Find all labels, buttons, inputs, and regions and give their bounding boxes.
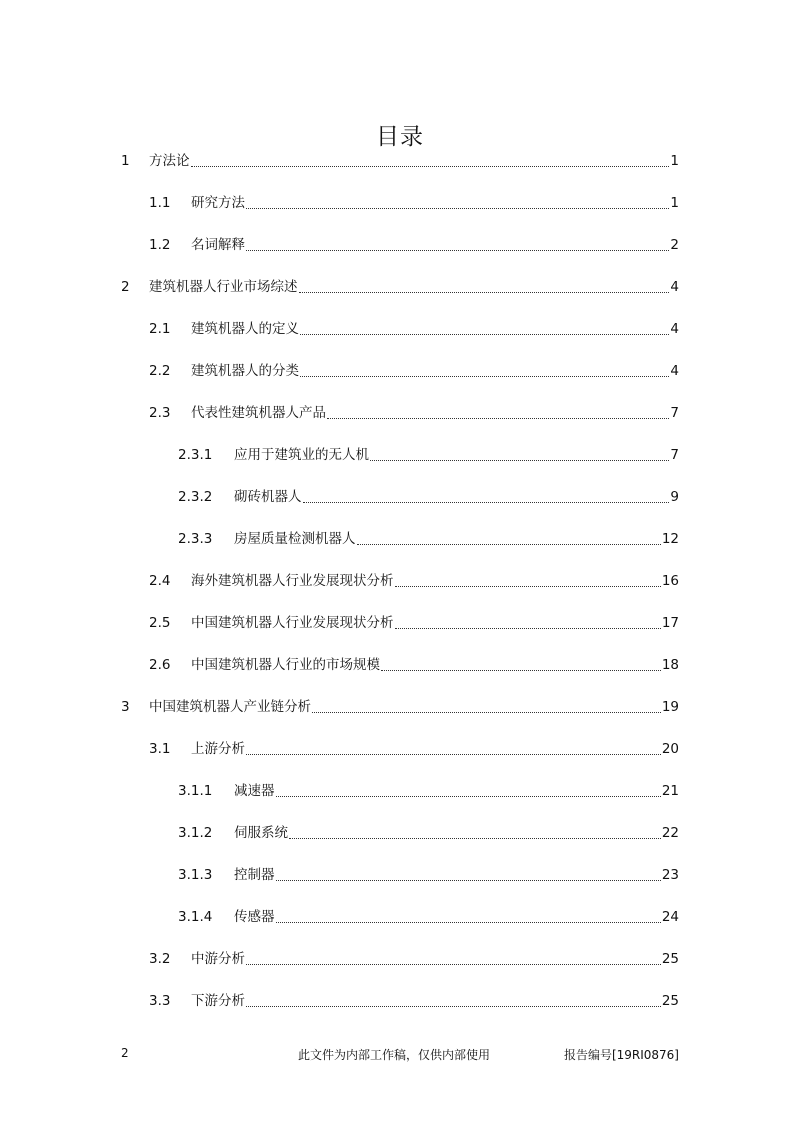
toc-entry-number: 2.3	[149, 405, 171, 421]
toc-entry-page: 25	[661, 951, 679, 967]
toc-dot-leader	[312, 711, 661, 713]
toc-entry[interactable]	[149, 182, 679, 224]
toc-entry-number: 2.6	[149, 657, 171, 673]
toc-dot-leader	[299, 291, 670, 293]
toc-entry[interactable]	[149, 392, 679, 434]
footer-confidentiality-notice: 此文件为内部工作稿，仅供内部使用	[298, 1048, 491, 1062]
toc-dot-leader	[303, 501, 670, 503]
toc-entry-label: 上游分析	[191, 741, 245, 757]
toc-entry-label: 方法论	[149, 153, 190, 169]
toc-entry-label: 中国建筑机器人行业发展现状分析	[191, 615, 394, 631]
toc-entry-page: 4	[670, 279, 679, 295]
toc-entry[interactable]	[149, 644, 679, 686]
toc-entry[interactable]	[149, 728, 679, 770]
toc-entry-number: 2.4	[149, 573, 171, 589]
toc-entry-page: 2	[670, 237, 679, 253]
toc-entry-page: 19	[661, 699, 679, 715]
toc-entry-number: 3.1.2	[178, 825, 213, 841]
toc-entry-label: 建筑机器人行业市场综述	[149, 279, 298, 295]
toc-entry[interactable]	[178, 854, 679, 896]
toc-entry-label: 下游分析	[191, 993, 245, 1009]
toc-dot-leader	[246, 207, 669, 209]
toc-entry-label: 传感器	[234, 909, 275, 925]
toc-entry-label: 名词解释	[191, 237, 245, 253]
toc-entry[interactable]	[121, 140, 679, 182]
toc-entry-page: 22	[661, 825, 679, 841]
toc-entry-number: 2.3.3	[178, 531, 213, 547]
toc-entry-label: 中国建筑机器人行业的市场规模	[191, 657, 380, 673]
toc-dot-leader	[276, 921, 661, 923]
toc-entry-number: 1	[121, 153, 130, 169]
toc-dot-leader	[381, 669, 661, 671]
toc-entry[interactable]	[178, 434, 679, 476]
toc-entry-number: 2	[121, 279, 130, 295]
toc-entry-label: 减速器	[234, 783, 275, 799]
toc-dot-leader	[370, 459, 669, 461]
toc-dot-leader	[246, 753, 661, 755]
toc-dot-leader	[276, 879, 661, 881]
toc-entry-number: 3.2	[149, 951, 171, 967]
toc-entry-label: 应用于建筑业的无人机	[234, 447, 369, 463]
toc-entry-page: 4	[670, 363, 679, 379]
toc-entry[interactable]	[149, 350, 679, 392]
toc-entry-label: 中国建筑机器人产业链分析	[149, 699, 311, 715]
toc-entry-page: 1	[670, 153, 679, 169]
toc-entry-number: 1.1	[149, 195, 171, 211]
toc-entry-page: 9	[670, 489, 679, 505]
toc-entry-number: 1.2	[149, 237, 171, 253]
toc-entry-label: 建筑机器人的分类	[191, 363, 299, 379]
toc-entry[interactable]	[149, 938, 679, 980]
toc-dot-leader	[395, 585, 661, 587]
toc-entry[interactable]	[178, 812, 679, 854]
footer-report-number: 报告编号[19RI0876]	[563, 1048, 679, 1062]
toc-entry-label: 砌砖机器人	[234, 489, 302, 505]
toc-entry-page: 20	[661, 741, 679, 757]
toc-dot-leader	[300, 333, 669, 335]
toc-entry-number: 2.3.2	[178, 489, 213, 505]
toc-entry-page: 4	[670, 321, 679, 337]
toc-entry-number: 3.1.4	[178, 909, 213, 925]
toc-entry[interactable]	[178, 518, 679, 560]
toc-dot-leader	[276, 795, 661, 797]
toc-dot-leader	[357, 543, 661, 545]
toc-entry-page: 23	[661, 867, 679, 883]
toc-dot-leader	[191, 165, 670, 167]
footer-page-number: 2	[121, 1046, 129, 1060]
toc-entry-number: 3.1.3	[178, 867, 213, 883]
toc-entry-number: 2.2	[149, 363, 171, 379]
toc-entry-label: 中游分析	[191, 951, 245, 967]
toc-entry-label: 控制器	[234, 867, 275, 883]
toc-dot-leader	[327, 417, 669, 419]
toc-entry-page: 25	[661, 993, 679, 1009]
toc-entry-label: 海外建筑机器人行业发展现状分析	[191, 573, 394, 589]
toc-entry-page: 7	[670, 447, 679, 463]
toc-entry-label: 伺服系统	[234, 825, 288, 841]
toc-entry[interactable]	[149, 308, 679, 350]
toc-entry-page: 7	[670, 405, 679, 421]
toc-entry-label: 房屋质量检测机器人	[234, 531, 356, 547]
toc-entry[interactable]	[149, 980, 679, 1022]
toc-entry[interactable]	[149, 602, 679, 644]
page-footer	[121, 1046, 679, 1064]
toc-entry-label: 代表性建筑机器人产品	[191, 405, 326, 421]
toc-entry[interactable]	[149, 224, 679, 266]
toc-entry-label: 研究方法	[191, 195, 245, 211]
toc-entry-page: 18	[661, 657, 679, 673]
toc-entry-number: 3.1	[149, 741, 171, 757]
toc-entry-page: 1	[670, 195, 679, 211]
toc-entry-number: 2.5	[149, 615, 171, 631]
toc-entry-number: 2.3.1	[178, 447, 213, 463]
toc-entry-page: 21	[661, 783, 679, 799]
toc-dot-leader	[395, 627, 661, 629]
toc-dot-leader	[246, 963, 661, 965]
page-title: 目录	[376, 124, 424, 151]
toc-entry-label: 建筑机器人的定义	[191, 321, 299, 337]
toc-entry[interactable]	[178, 896, 679, 938]
toc-entry-number: 3.3	[149, 993, 171, 1009]
toc-entry[interactable]	[121, 686, 679, 728]
toc-entry[interactable]	[178, 476, 679, 518]
toc-dot-leader	[300, 375, 669, 377]
toc-dot-leader	[246, 1005, 661, 1007]
toc-entry-number: 3	[121, 699, 130, 715]
toc-entry[interactable]	[178, 770, 679, 812]
toc-entry[interactable]	[121, 266, 679, 308]
toc-entry-page: 12	[661, 531, 679, 547]
toc-dot-leader	[246, 249, 669, 251]
toc-dot-leader	[289, 837, 661, 839]
toc-entry[interactable]	[149, 560, 679, 602]
toc-entry-number: 3.1.1	[178, 783, 213, 799]
toc-entry-page: 16	[661, 573, 679, 589]
toc-entry-page: 17	[661, 615, 679, 631]
toc-entry-page: 24	[661, 909, 679, 925]
toc-entry-number: 2.1	[149, 321, 171, 337]
